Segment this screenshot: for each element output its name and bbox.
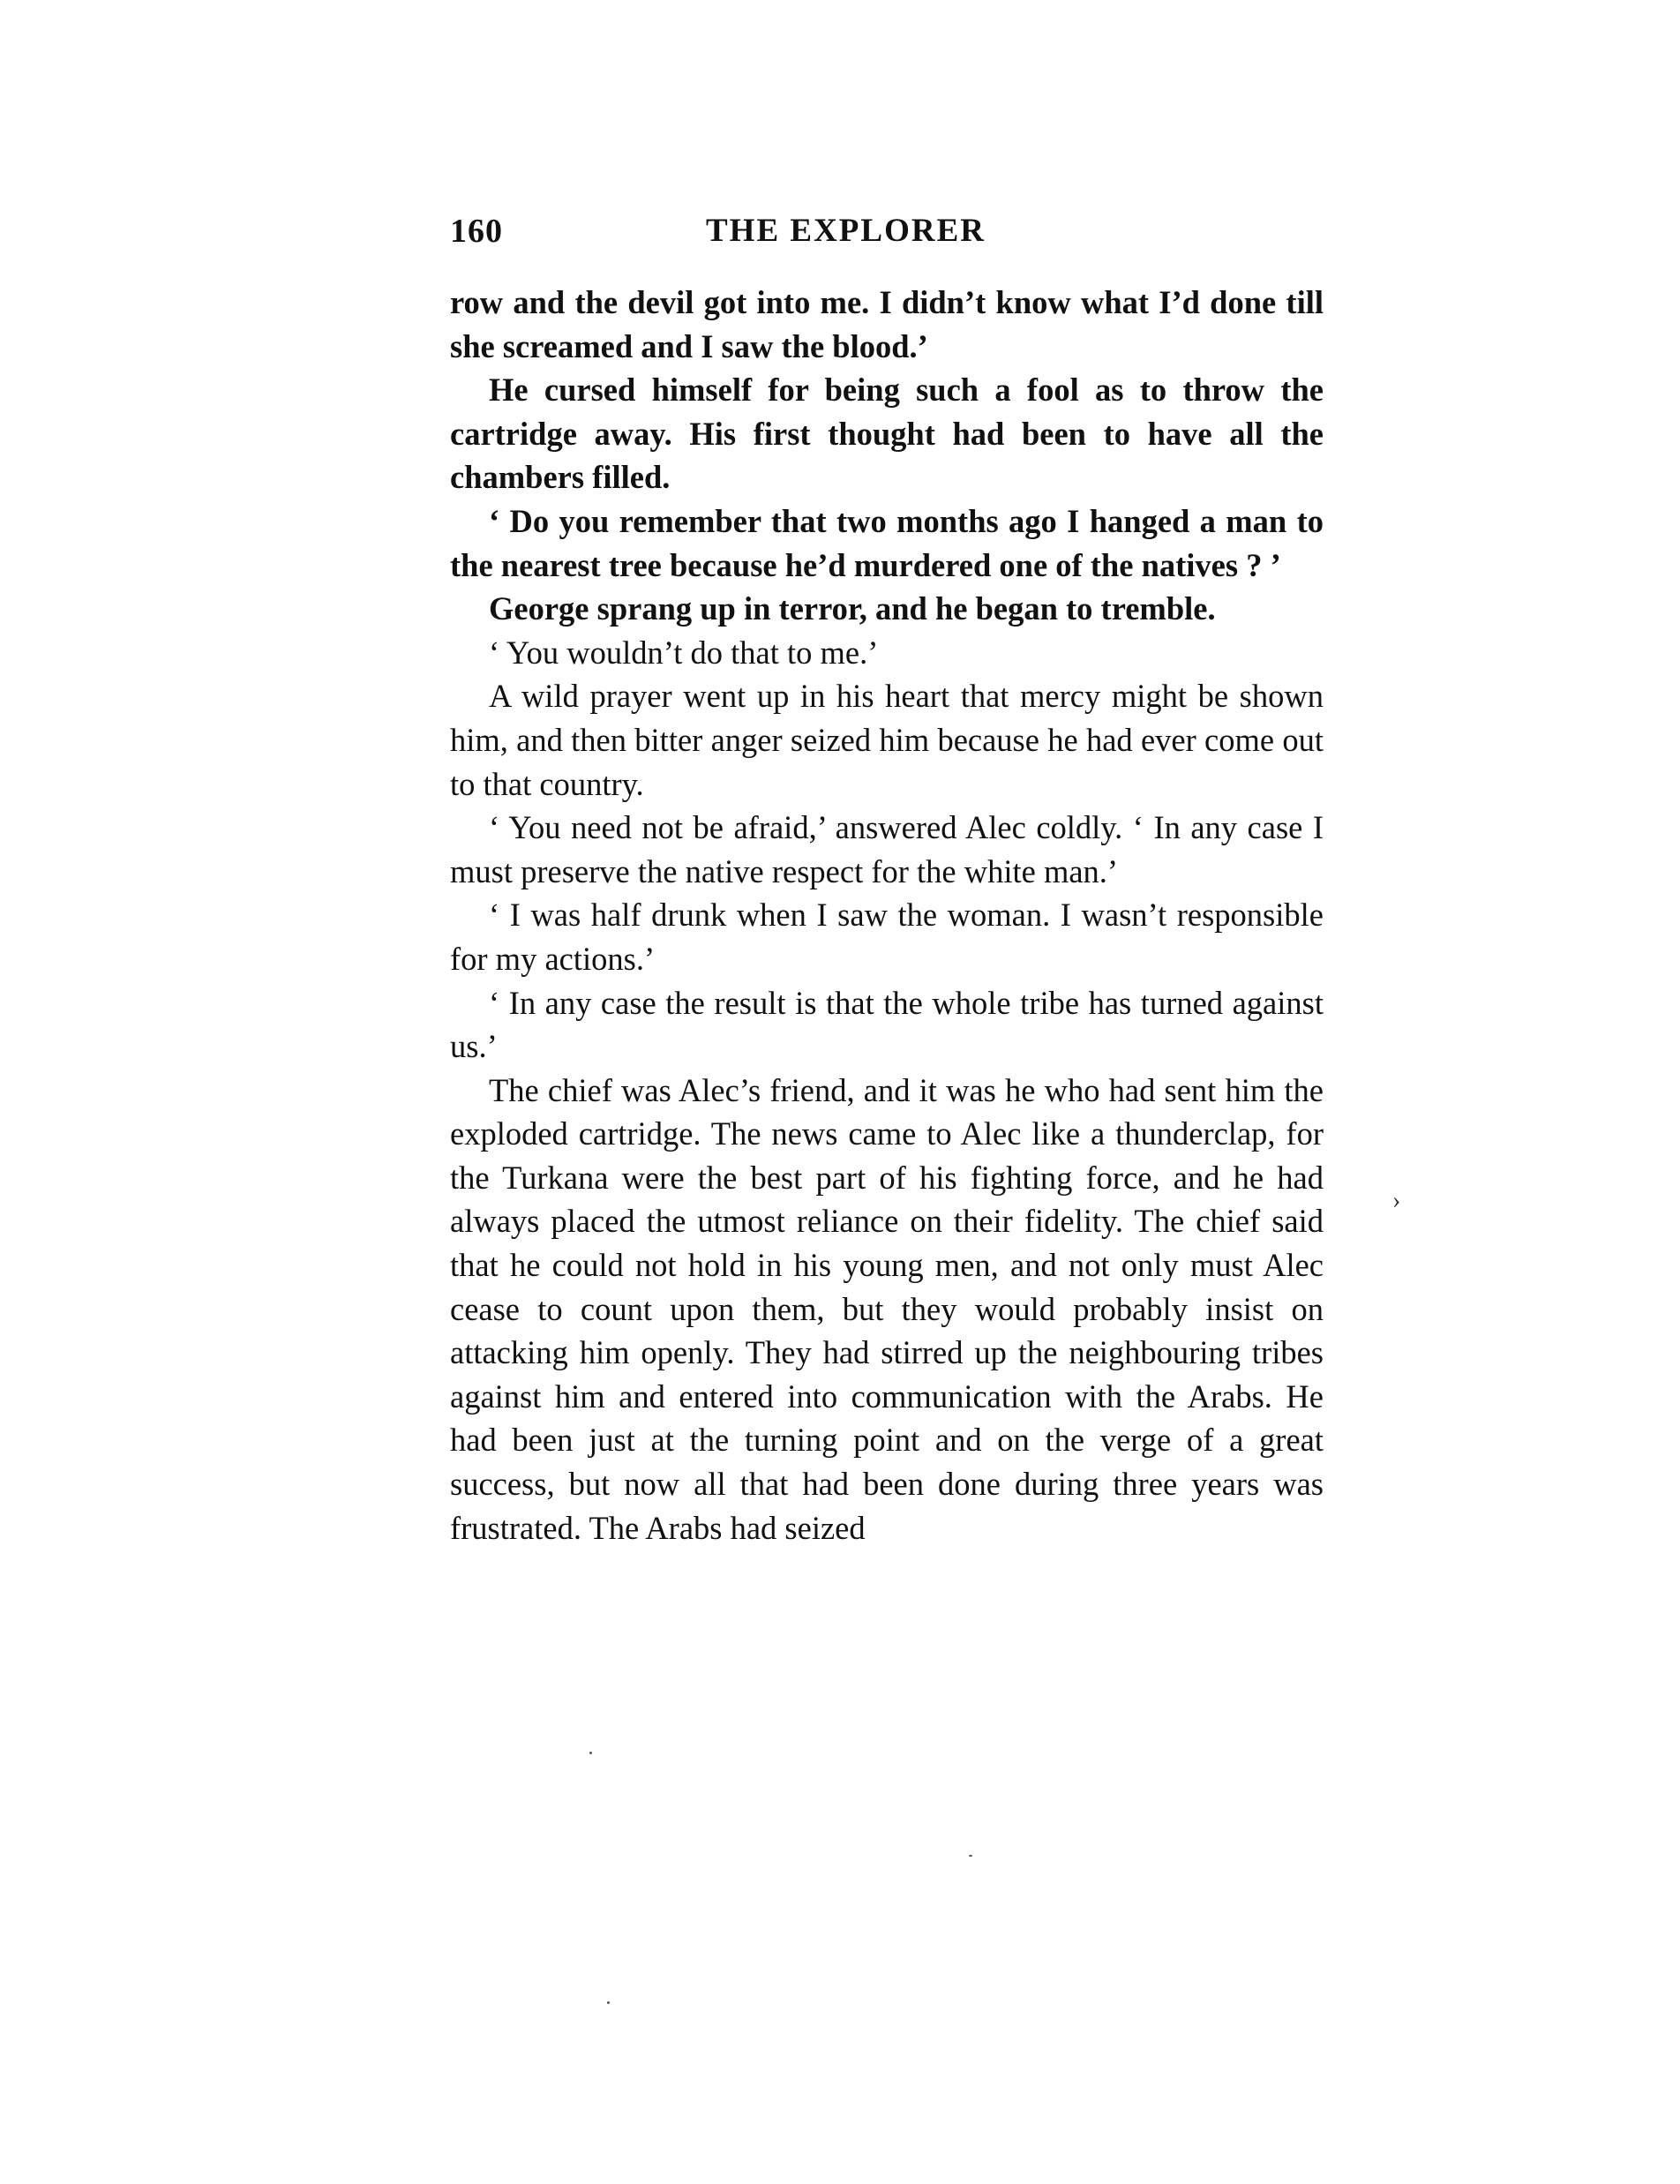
paragraph-6: A wild prayer went up in his heart that mercy might be shown him, and then bitter anger seized him because he had ever come out to that country. — [450, 678, 1324, 802]
scan-speck — [589, 1752, 592, 1754]
body-text — [450, 281, 1324, 1550]
margin-mark: › — [1392, 1187, 1401, 1214]
scan-speck — [969, 1855, 972, 1857]
scan-speck — [607, 2001, 610, 2004]
paragraph-7: ‘ You need not be afraid,’ answered Alec coldly. ‘ In any case I must preserve the native respect for the white man.’ — [450, 809, 1324, 889]
paragraph-8: ‘ I was half drunk when I saw the woman. I wasn’t responsible for my actions.’ — [450, 897, 1324, 977]
paragraph-5: ‘ You wouldn’t do that to me.’ — [489, 634, 879, 671]
paragraph-10: The chief was Alec’s friend, and it was he who had sent him the exploded cartridge. The news came to Alec like a thunderclap, for the Turkana were the best part of his fighting force, and he had always placed the utmost reliance on their fidelity. The chief said that he could not hold in his young men, and not only must Alec cease to count upon them, but they would probably insist on attacking him openly. They had stirred up the neighbouring tribes against him and entered into communication with the Arabs. He had been just at the turning point and on the verge of a great success, but now all that had been done during three years was frustrated. The Arabs had seized — [450, 1071, 1324, 1546]
running-title: THE EXPLORER — [706, 213, 986, 249]
paragraph-1: row and the devil got into me. I didn’t know what I’d done till she screamed and I saw the blood.’ — [450, 284, 1324, 364]
paragraph-4: George sprang up in terror, and he began to tremble. — [489, 590, 1216, 627]
book-page — [450, 212, 1324, 1550]
paragraph-3: ‘ Do you remember that two months ago I hanged a man to the nearest tree because he’d murdered one of the natives ? ’ — [450, 502, 1324, 583]
running-head — [450, 212, 1324, 265]
paragraph-2: He cursed himself for being such a fool as to throw the cartridge away. His first thought had been to have all the chambers filled. — [450, 372, 1324, 496]
page-number: 160 — [450, 213, 503, 250]
paragraph-9: ‘ In any case the result is that the whole tribe has turned against us.’ — [450, 984, 1324, 1065]
